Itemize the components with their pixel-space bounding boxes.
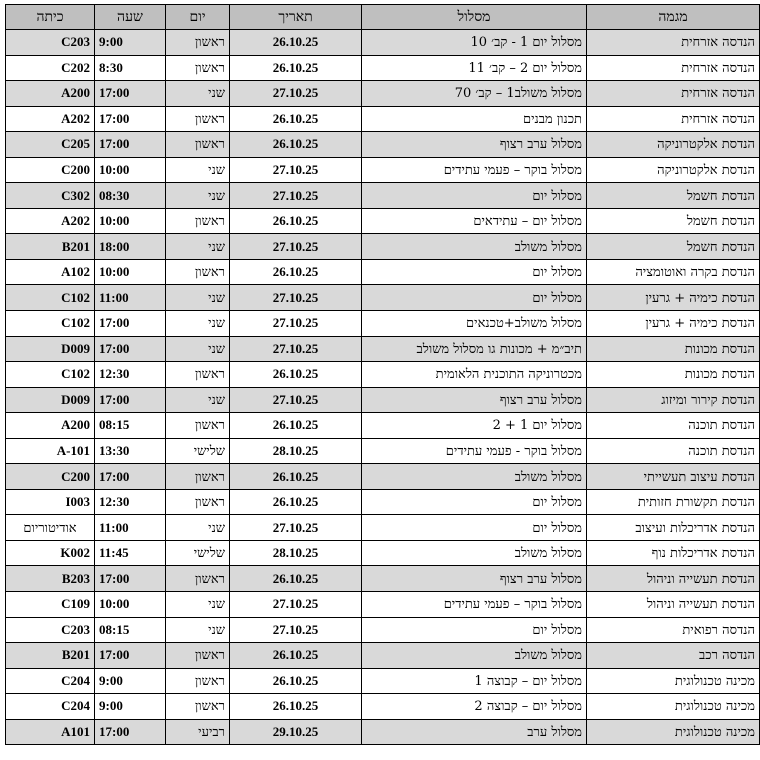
table-row [6, 694, 760, 720]
cell-date: 27.10.25 [230, 387, 362, 413]
cell-date: 27.10.25 [230, 157, 362, 183]
cell-room: A102 [6, 259, 95, 285]
cell-date: 26.10.25 [230, 489, 362, 515]
cell-path: מסלול משולב [362, 540, 587, 566]
cell-day: שני [166, 157, 230, 183]
cell-time: 11:00 [95, 515, 166, 541]
table-row [6, 515, 760, 541]
cell-time: 10:00 [95, 592, 166, 618]
cell-path: מסלול בוקר – פעמי עתידים [362, 157, 587, 183]
cell-path: מסלול יום [362, 259, 587, 285]
cell-track: הנדסת חשמל [587, 183, 760, 209]
cell-path: מסלול משולב [362, 643, 587, 669]
cell-time: 17:00 [95, 311, 166, 337]
cell-track: הנדסה אזרחית [587, 55, 760, 81]
cell-date: 26.10.25 [230, 668, 362, 694]
table-row [6, 285, 760, 311]
cell-time: 17:00 [95, 464, 166, 490]
cell-track: הנדסת עיצוב תעשייתי [587, 464, 760, 490]
cell-room: D009 [6, 336, 95, 362]
table-row [6, 208, 760, 234]
cell-time: 17:00 [95, 81, 166, 107]
table-row [6, 566, 760, 592]
cell-time: 08:15 [95, 617, 166, 643]
cell-time: 17:00 [95, 387, 166, 413]
cell-date: 26.10.25 [230, 30, 362, 56]
header-row [6, 5, 760, 30]
table-row [6, 643, 760, 669]
cell-path: מסלול משולב+טכנאים [362, 311, 587, 337]
cell-day: ראשון [166, 413, 230, 439]
cell-date: 26.10.25 [230, 106, 362, 132]
table-row [6, 540, 760, 566]
table-row [6, 30, 760, 56]
cell-path: מסלול יום – עתידאים [362, 208, 587, 234]
cell-track: מכינה טכנולוגית [587, 719, 760, 745]
cell-time: 9:00 [95, 30, 166, 56]
cell-time: 18:00 [95, 234, 166, 260]
table-body [6, 30, 760, 745]
cell-room: C102 [6, 311, 95, 337]
cell-path: מסלול משולב [362, 464, 587, 490]
cell-room: C200 [6, 464, 95, 490]
cell-date: 26.10.25 [230, 413, 362, 439]
table-row [6, 719, 760, 745]
cell-room: I003 [6, 489, 95, 515]
cell-date: 27.10.25 [230, 592, 362, 618]
table-row [6, 132, 760, 158]
cell-time: 11:45 [95, 540, 166, 566]
cell-track: הנדסת תקשורת חזותית [587, 489, 760, 515]
cell-track: מכינה טכנולוגית [587, 668, 760, 694]
cell-path: מסלול ערב רצוף [362, 566, 587, 592]
cell-time: 17:00 [95, 106, 166, 132]
table-row [6, 183, 760, 209]
cell-track: הנדסת אדריכלות נוף [587, 540, 760, 566]
cell-day: שני [166, 592, 230, 618]
cell-time: 12:30 [95, 362, 166, 388]
cell-path: מסלול יום – קבוצה 2 [362, 694, 587, 720]
table-row [6, 668, 760, 694]
cell-room: C109 [6, 592, 95, 618]
cell-path: מסלול ערב רצוף [362, 387, 587, 413]
table-row [6, 106, 760, 132]
cell-day: שני [166, 311, 230, 337]
cell-room: C102 [6, 285, 95, 311]
cell-track: הנדסת תעשייה וניהול [587, 566, 760, 592]
table-row [6, 592, 760, 618]
cell-track: הנדסת תוכנה [587, 413, 760, 439]
cell-room: B201 [6, 234, 95, 260]
table-row [6, 336, 760, 362]
cell-room: C204 [6, 694, 95, 720]
cell-path: מסלול משולב [362, 234, 587, 260]
cell-date: 26.10.25 [230, 259, 362, 285]
cell-room: A101 [6, 719, 95, 745]
cell-time: 10:00 [95, 157, 166, 183]
cell-room: B203 [6, 566, 95, 592]
cell-date: 27.10.25 [230, 336, 362, 362]
cell-time: 12:30 [95, 489, 166, 515]
cell-day: שני [166, 234, 230, 260]
header-day: יום [166, 5, 230, 30]
cell-path: מסלול יום [362, 183, 587, 209]
cell-date: 27.10.25 [230, 311, 362, 337]
cell-day: ראשון [166, 464, 230, 490]
cell-time: 11:00 [95, 285, 166, 311]
cell-time: 17:00 [95, 719, 166, 745]
cell-track: הנדסת אדריכלות ועיצוב [587, 515, 760, 541]
cell-room: A200 [6, 413, 95, 439]
cell-day: שני [166, 183, 230, 209]
cell-track: הנדסת כימיה + גרעין [587, 285, 760, 311]
table-row [6, 157, 760, 183]
cell-room: C203 [6, 617, 95, 643]
cell-track: הנדסה אזרחית [587, 106, 760, 132]
cell-track: הנדסת בקרה ואוטומציה [587, 259, 760, 285]
cell-track: הנדסת חשמל [587, 234, 760, 260]
cell-path: מסלול יום [362, 489, 587, 515]
cell-day: ראשון [166, 489, 230, 515]
cell-date: 29.10.25 [230, 719, 362, 745]
cell-room: C302 [6, 183, 95, 209]
cell-room: C204 [6, 668, 95, 694]
cell-day: שני [166, 336, 230, 362]
cell-day: ראשון [166, 132, 230, 158]
cell-day: ראשון [166, 106, 230, 132]
cell-day: ראשון [166, 643, 230, 669]
cell-day: ראשון [166, 362, 230, 388]
cell-room: C205 [6, 132, 95, 158]
cell-day: שני [166, 81, 230, 107]
cell-time: 9:00 [95, 694, 166, 720]
cell-path: מסלול יום [362, 617, 587, 643]
cell-date: 28.10.25 [230, 540, 362, 566]
cell-track: הנדסת מכונות [587, 362, 760, 388]
cell-room: K002 [6, 540, 95, 566]
table-header [6, 5, 760, 30]
cell-path: מכטרוניקה התוכנית הלאומית [362, 362, 587, 388]
cell-path: מסלול ערב רצוף [362, 132, 587, 158]
cell-path: מסלול בוקר – פעמי עתידים [362, 592, 587, 618]
header-path: מסלול [362, 5, 587, 30]
table-row [6, 55, 760, 81]
cell-room: אודיטוריום [6, 515, 95, 541]
cell-day: שני [166, 515, 230, 541]
cell-time: 17:00 [95, 336, 166, 362]
cell-day: שני [166, 285, 230, 311]
header-room: כיתה [6, 5, 95, 30]
cell-date: 27.10.25 [230, 617, 362, 643]
cell-room: A-101 [6, 438, 95, 464]
cell-path: מסלול יום – קבוצה 1 [362, 668, 587, 694]
cell-track: הנדסת אלקטרוניקה [587, 157, 760, 183]
cell-track: הנדסה רפואית [587, 617, 760, 643]
cell-date: 27.10.25 [230, 234, 362, 260]
cell-date: 26.10.25 [230, 643, 362, 669]
cell-track: הנדסת תעשייה וניהול [587, 592, 760, 618]
cell-date: 28.10.25 [230, 438, 362, 464]
cell-path: תיב״מ + מכונות גו מסלול משולב [362, 336, 587, 362]
cell-track: הנדסת תוכנה [587, 438, 760, 464]
cell-time: 17:00 [95, 132, 166, 158]
cell-path: מסלול יום [362, 515, 587, 541]
cell-room: C202 [6, 55, 95, 81]
cell-day: ראשון [166, 55, 230, 81]
cell-room: C200 [6, 157, 95, 183]
table-row [6, 387, 760, 413]
cell-path: מסלול יום 2 – קב׳ 11 [362, 55, 587, 81]
cell-path: תכנון מבנים [362, 106, 587, 132]
cell-day: שני [166, 387, 230, 413]
cell-room: D009 [6, 387, 95, 413]
cell-path: מסלול יום [362, 285, 587, 311]
cell-time: 08:30 [95, 183, 166, 209]
table-row [6, 311, 760, 337]
cell-room: B201 [6, 643, 95, 669]
cell-path: מסלול ערב [362, 719, 587, 745]
cell-path: מסלול בוקר - פעמי עתידים [362, 438, 587, 464]
cell-track: הנדסת כימיה + גרעין [587, 311, 760, 337]
header-track: מגמה [587, 5, 760, 30]
cell-date: 26.10.25 [230, 694, 362, 720]
cell-day: ראשון [166, 259, 230, 285]
cell-time: 08:15 [95, 413, 166, 439]
table-row [6, 413, 760, 439]
cell-date: 27.10.25 [230, 515, 362, 541]
cell-date: 26.10.25 [230, 566, 362, 592]
cell-time: 9:00 [95, 668, 166, 694]
cell-date: 26.10.25 [230, 208, 362, 234]
cell-track: הנדסת קירור ומיזוג [587, 387, 760, 413]
cell-time: 17:00 [95, 643, 166, 669]
cell-path: מסלול יום 1 + 2 [362, 413, 587, 439]
table-row [6, 234, 760, 260]
cell-room: A200 [6, 81, 95, 107]
cell-room: A202 [6, 208, 95, 234]
cell-time: 8:30 [95, 55, 166, 81]
cell-path: מסלול משולב1 – קב׳ 70 [362, 81, 587, 107]
cell-date: 26.10.25 [230, 464, 362, 490]
cell-day: ראשון [166, 208, 230, 234]
cell-date: 26.10.25 [230, 55, 362, 81]
cell-room: C102 [6, 362, 95, 388]
cell-date: 27.10.25 [230, 183, 362, 209]
cell-day: ראשון [166, 30, 230, 56]
cell-time: 13:30 [95, 438, 166, 464]
cell-room: C203 [6, 30, 95, 56]
cell-time: 17:00 [95, 566, 166, 592]
cell-day: שלישי [166, 540, 230, 566]
cell-track: הנדסה אזרחית [587, 81, 760, 107]
table-row [6, 464, 760, 490]
table-row [6, 617, 760, 643]
cell-date: 26.10.25 [230, 362, 362, 388]
cell-path: מסלול יום 1 - קב׳ 10 [362, 30, 587, 56]
cell-track: הנדסת מכונות [587, 336, 760, 362]
schedule-table [5, 4, 760, 745]
cell-day: שלישי [166, 438, 230, 464]
cell-day: ראשון [166, 566, 230, 592]
cell-day: רביעי [166, 719, 230, 745]
table-row [6, 81, 760, 107]
cell-track: הנדסת אלקטרוניקה [587, 132, 760, 158]
cell-track: הנדסה רכב [587, 643, 760, 669]
cell-time: 10:00 [95, 259, 166, 285]
cell-room: A202 [6, 106, 95, 132]
cell-date: 26.10.25 [230, 132, 362, 158]
cell-track: הנדסה אזרחית [587, 30, 760, 56]
cell-date: 27.10.25 [230, 81, 362, 107]
cell-track: הנדסת חשמל [587, 208, 760, 234]
cell-date: 27.10.25 [230, 285, 362, 311]
cell-day: ראשון [166, 668, 230, 694]
cell-day: שני [166, 617, 230, 643]
table-row [6, 259, 760, 285]
header-time: שעה [95, 5, 166, 30]
table-row [6, 438, 760, 464]
cell-day: ראשון [166, 694, 230, 720]
cell-track: מכינה טכנולוגית [587, 694, 760, 720]
table-row [6, 489, 760, 515]
cell-time: 10:00 [95, 208, 166, 234]
header-date: תאריך [230, 5, 362, 30]
table-row [6, 362, 760, 388]
